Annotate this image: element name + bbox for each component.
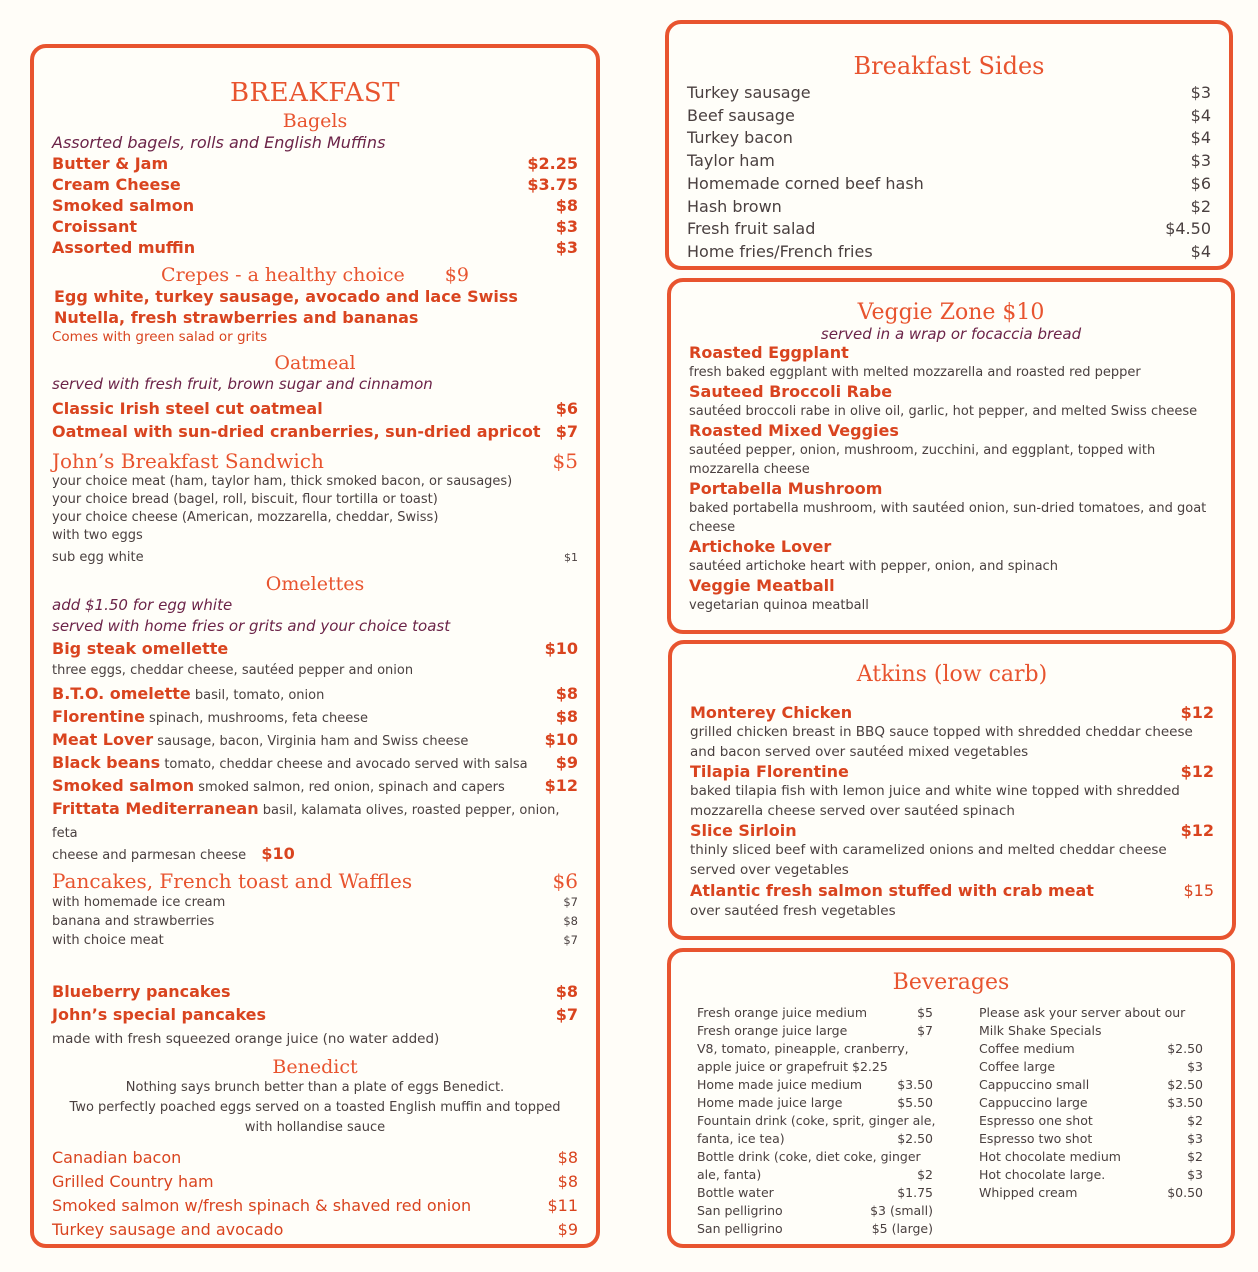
sides-heading: Breakfast Sides (853, 52, 1045, 80)
list-item: apple juice or grapefruit $2.25 (697, 1059, 888, 1074)
bagels-note: Assorted bagels, rolls and English Muffins (52, 133, 386, 152)
list-item: Black beans tomato, cheddar cheese and avocado served with salsa $9 (52, 753, 578, 772)
omelettes-heading: Omelettes (265, 573, 365, 595)
list-item: Coffee medium $2.50 (979, 1041, 1203, 1056)
sandwich-sub: sub egg white $1 (52, 550, 578, 565)
pancakes-options (52, 893, 578, 950)
list-item: Roasted Mixed Veggies sautéed pepper, onion, mushroom, zucchini, and eggplant, topped with mozzarella cheese (689, 421, 1156, 477)
breakfast-title: BREAKFAST (229, 78, 401, 108)
sandwich-price: $5 (552, 449, 578, 473)
list-item: Blueberry pancakes $8 (52, 982, 578, 1001)
list-item: Croissant $3 (52, 217, 578, 236)
list-item: Florentine spinach, mushrooms, feta cheese $8 (52, 707, 578, 726)
crepes-heading: Crepes - a healthy choice $9 (161, 264, 469, 286)
veggie-heading: Veggie Zone $10 (857, 300, 1045, 325)
list-item: Fresh orange juice large $7 (697, 1023, 933, 1038)
list-item: Fresh orange juice medium $5 (697, 1005, 933, 1020)
list-item: Espresso two shot $3 (979, 1131, 1203, 1146)
list-item: Milk Shake Specials (979, 1023, 1102, 1038)
list-item: ale, fanta) $2 (697, 1167, 933, 1182)
omelettes-list (52, 682, 578, 865)
list-item: Turkey bacon $4 (687, 128, 1211, 148)
list-item: Homemade corned beef hash $6 (687, 173, 1211, 193)
list-item: Classic Irish steel cut oatmeal $6 (52, 399, 578, 418)
list-item: Bottle water $1.75 (697, 1185, 933, 1200)
list-item: San pelligrino $5 (large) (697, 1221, 933, 1236)
omelettes-note2: served with home fries or grits and your choice toast (52, 617, 451, 635)
sandwich-heading: John’s Breakfast Sandwich $5 (52, 449, 578, 473)
pancakes-list (52, 980, 578, 1026)
list-item: Canadian bacon $8 (52, 1148, 578, 1167)
list-item: Cream Cheese $3.75 (52, 175, 578, 194)
crepe-item: Nutella, fresh strawberries and bananas (54, 308, 419, 327)
beverages-right (979, 1004, 1203, 1202)
beverages-heading: Beverages (892, 970, 1010, 995)
list-item: Bottle drink (coke, diet coke, ginger (697, 1149, 921, 1164)
oatmeal-note: served with fresh fruit, brown sugar and cinnamon (52, 375, 433, 393)
bagels-list (52, 153, 578, 258)
list-item: Grilled Country ham $8 (52, 1172, 578, 1191)
list-item: Hash brown $2 (687, 196, 1211, 216)
oatmeal-heading: Oatmeal (274, 352, 356, 374)
crepes-note: Comes with green salad or grits (52, 329, 268, 345)
bagels-heading: Bagels (282, 110, 348, 132)
list-item: Fountain drink (coke, sprit, ginger ale, (697, 1113, 936, 1128)
list-item: Taylor ham $3 (687, 151, 1211, 171)
list-item: Assorted muffin $3 (52, 238, 578, 257)
list-item: Hot chocolate medium $2 (979, 1149, 1203, 1164)
pancakes-heading: Pancakes, French toast and Waffles $6 (52, 869, 578, 893)
list-item: San pelligrino $3 (small) (697, 1203, 933, 1218)
list-item: Hot chocolate large. $3 (979, 1167, 1203, 1182)
oatmeal-list (52, 397, 578, 443)
veggie-panel (667, 278, 1235, 634)
list-item: Tilapia Florentine $12 baked tilapia fish with lemon juice and white wine topped with shredded mozzarella cheese served over sautéed spinach (690, 762, 1214, 819)
veggie-note: served in a wrap or focaccia bread (820, 325, 1082, 343)
list-item: Whipped cream $0.50 (979, 1185, 1203, 1200)
list-item: Smoked salmon smoked salmon, red onion, spinach and capers $12 (52, 776, 578, 795)
sandwich-desc: your choice meat (ham, taylor ham, thick smoked bacon, or sausages) your choice bread (bagel, roll, biscuit, flour tortilla or toast) your choice cheese (American, mozzarella, cheddar, Swiss) with two eggs (52, 474, 513, 543)
atkins-panel (668, 640, 1236, 940)
list-item: Espresso one shot $2 (979, 1113, 1203, 1128)
list-item: fanta, ice tea) $2.50 (697, 1131, 933, 1146)
list-item: Beef sausage $4 (687, 105, 1211, 125)
list-item: with choice meat $7 (52, 933, 578, 948)
list-item: Big steak omellette $10 (52, 639, 578, 658)
crepes-price: $9 (444, 264, 469, 286)
list-item: Turkey sausage $3 (687, 83, 1211, 102)
sides-panel (665, 20, 1233, 270)
atkins-heading: Atkins (low carb) (856, 662, 1048, 687)
list-item: Please ask your server about our (979, 1005, 1186, 1020)
list-item: Sauteed Broccoli Rabe sautéed broccoli rabe in olive oil, garlic, hot pepper, and melted Swiss cheese (689, 382, 1198, 419)
big-steak-desc: three eggs, cheddar cheese, sautéed pepper and onion (52, 663, 414, 678)
benedict-heading: Benedict (272, 1056, 358, 1078)
list-item: with homemade ice cream $7 (52, 895, 578, 910)
benedict-desc: Nothing says brunch better than a plate of eggs Benedict. Two perfectly poached eggs served on a toasted English muffin and topped with hollandise sauce (69, 1080, 561, 1135)
beverages-panel (667, 948, 1235, 1248)
veggie-list (689, 343, 1213, 615)
frittata-cont: cheese and parmesan cheese $10 (52, 844, 295, 863)
pancakes-note: made with fresh squeezed orange juice (no water added) (52, 1031, 440, 1047)
benedict-list (52, 1146, 578, 1242)
crepe-item: Egg white, turkey sausage, avocado and lace Swiss (54, 287, 518, 306)
list-item: Roasted Eggplant fresh baked eggplant with melted mozzarella and roasted red pepper (689, 343, 1141, 380)
list-item: Portabella Mushroom baked portabella mushroom, with sautéed onion, sun-dried tomatoes, and goat cheese (689, 479, 1207, 535)
sides-list (687, 82, 1211, 264)
pancakes-price: $6 (552, 869, 578, 893)
breakfast-panel (30, 44, 600, 1248)
list-item: Home made juice medium $3.50 (697, 1077, 933, 1092)
list-item: Meat Lover sausage, bacon, Virginia ham and Swiss cheese $10 (52, 730, 578, 749)
list-item: Cappuccino small $2.50 (979, 1077, 1203, 1092)
beverages-left (697, 1004, 936, 1238)
list-item: V8, tomato, pineapple, cranberry, (697, 1041, 909, 1056)
list-item: Turkey sausage and avocado $9 (52, 1220, 578, 1239)
list-item: Coffee large $3 (979, 1059, 1203, 1074)
list-item: banana and strawberries $8 (52, 914, 578, 929)
list-item: Cappuccino large $3.50 (979, 1095, 1203, 1110)
list-item: Atlantic fresh salmon stuffed with crab meat $15 over sautéed fresh vegetables (690, 881, 1214, 919)
list-item: Smoked salmon w/fresh spinach & shaved red onion $11 (52, 1196, 578, 1215)
list-item: Butter & Jam $2.25 (52, 154, 578, 173)
list-item: Oatmeal with sun-dried cranberries, sun-dried apricot $7 (52, 422, 578, 441)
list-item: Slice Sirloin $12 thinly sliced beef with caramelized onions and melted cheddar cheese served over vegetables (690, 821, 1214, 878)
list-item: Monterey Chicken $12 grilled chicken breast in BBQ sauce topped with shredded cheddar cheese and bacon served over sautéed mixed vegetables (690, 703, 1214, 760)
list-item: Fresh fruit salad $4.50 (687, 219, 1211, 239)
atkins-list (690, 703, 1214, 922)
list-item: Veggie Meatball vegetarian quinoa meatball (689, 576, 869, 613)
list-item: Home made juice large $5.50 (697, 1095, 933, 1110)
list-item: Home fries/French fries $4 (687, 241, 1211, 261)
list-item: B.T.O. omelette basil, tomato, onion $8 (52, 684, 578, 703)
omelettes-note1: add $1.50 for egg white (52, 596, 233, 614)
list-item: Artichoke Lover sautéed artichoke heart with pepper, onion, and spinach (689, 537, 1058, 574)
list-item: Frittata Mediterranean basil, kalamata olives, roasted pepper, onion, feta (52, 799, 560, 841)
list-item: John’s special pancakes $7 (52, 1005, 578, 1024)
list-item: Smoked salmon $8 (52, 196, 578, 215)
